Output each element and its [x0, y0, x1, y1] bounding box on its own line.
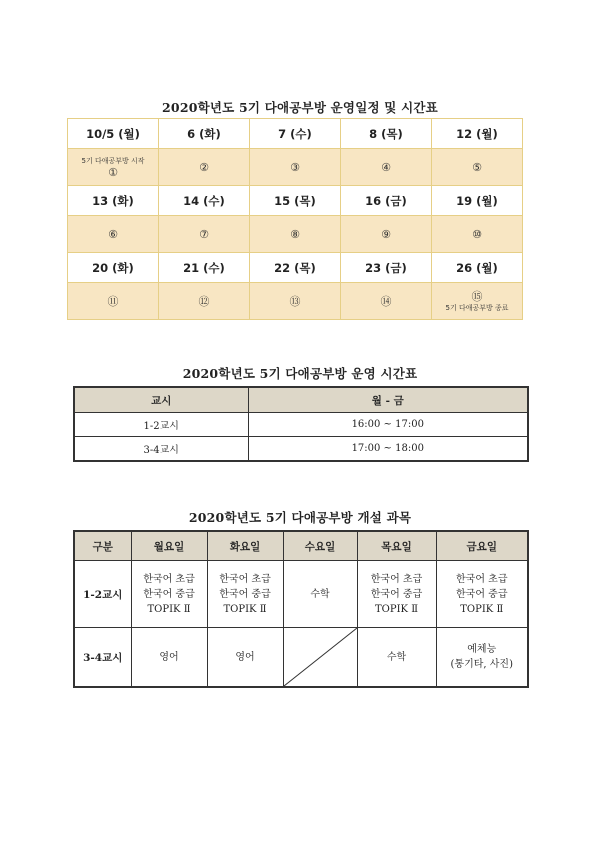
schedule-row — [74, 437, 528, 462]
subject-line: 수학 — [310, 588, 330, 600]
subjects-header-wednesday: 수요일 — [283, 531, 357, 561]
calendar-session-cell — [159, 216, 250, 253]
subject-line: 한국어 초급 — [370, 573, 423, 585]
session-number: ③ — [290, 160, 300, 174]
calendar-date-cell: 12 (월) — [432, 119, 523, 149]
subjects-cell-wed — [283, 561, 357, 628]
session-note: 5기 다애공부방 종료 — [445, 303, 509, 312]
diagonal-strike — [284, 628, 357, 686]
session-number: ⑬ — [289, 294, 301, 308]
calendar-date-cell: 23 (금) — [341, 253, 432, 283]
calendar-date-cell: 19 (월) — [432, 186, 523, 216]
subject-line: 한국어 중급 — [370, 588, 423, 600]
calendar-date-cell: 7 (수) — [250, 119, 341, 149]
calendar-session-cell — [341, 216, 432, 253]
calendar-session-row — [68, 283, 523, 320]
subjects-row-period-3-4 — [74, 628, 528, 688]
subject-line: TOPIK Ⅱ — [460, 603, 504, 615]
schedule-period: 3-4교시 — [74, 437, 248, 462]
session-number: ⑧ — [290, 227, 300, 241]
session-note: 5기 다애공부방 시작 — [81, 156, 145, 165]
subjects-cell-tue — [207, 628, 283, 688]
subjects-header-tuesday: 화요일 — [207, 531, 283, 561]
calendar-title: 2020학년도 5기 다애공부방 운영일정 및 시간표 — [162, 100, 438, 115]
subjects-cell-mon — [131, 628, 207, 688]
calendar-session-cell — [250, 216, 341, 253]
subject-line: 한국어 중급 — [219, 588, 271, 600]
schedule-header-period: 교시 — [74, 387, 248, 413]
subject-line: 예체능 — [467, 644, 497, 655]
subject-line: TOPIK Ⅱ — [147, 603, 191, 615]
calendar-session-cell — [159, 149, 250, 186]
calendar-date-cell: 10/5 (월) — [68, 119, 159, 149]
subject-line: TOPIK Ⅱ — [375, 603, 418, 615]
session-number: ⑤ — [472, 160, 482, 174]
session-number: ⑭ — [380, 294, 392, 308]
subjects-cell-thu — [357, 628, 436, 688]
schedule-title: 2020학년도 5기 다애공부방 운영 시간표 — [182, 366, 418, 381]
calendar-session-cell — [432, 283, 523, 320]
calendar-session-row — [68, 149, 523, 186]
subject-line: 영어 — [235, 651, 255, 663]
schedule-period: 1-2교시 — [74, 413, 248, 437]
subject-line: 수학 — [386, 651, 407, 663]
calendar-session-row — [68, 216, 523, 253]
calendar-date-row — [68, 119, 523, 149]
session-number: ⑫ — [198, 294, 210, 308]
schedule-time: 17:00 ~ 18:00 — [248, 437, 528, 462]
subjects-cell-wed-empty — [283, 628, 357, 688]
subjects-cell-mon — [131, 561, 207, 628]
calendar-session-cell — [250, 283, 341, 320]
session-number: ④ — [381, 160, 391, 174]
subject-line: 한국어 초급 — [456, 573, 508, 585]
session-number: ⑩ — [472, 227, 482, 241]
session-number: ⑦ — [199, 227, 209, 241]
calendar-date-cell: 8 (목) — [341, 119, 432, 149]
subjects-header-friday: 금요일 — [436, 531, 528, 561]
calendar-session-cell — [341, 283, 432, 320]
calendar-date-row — [68, 186, 523, 216]
calendar-date-cell: 6 (화) — [159, 119, 250, 149]
subjects-header-thursday: 목요일 — [357, 531, 436, 561]
schedule-time: 16:00 ~ 17:00 — [248, 413, 528, 437]
subject-line: 한국어 중급 — [456, 588, 508, 600]
session-number: ⑮ — [471, 289, 483, 303]
subjects-cell-fri — [436, 561, 528, 628]
calendar-date-cell: 13 (화) — [68, 186, 159, 216]
subject-line: 한국어 중급 — [143, 588, 195, 600]
subject-line: 한국어 초급 — [219, 573, 271, 585]
subjects-row-label: 3-4교시 — [74, 628, 131, 688]
subject-line: TOPIK Ⅱ — [223, 603, 267, 615]
schedule-header-row — [74, 387, 528, 413]
session-number: ⑨ — [381, 227, 391, 241]
calendar-date-cell: 26 (월) — [432, 253, 523, 283]
session-number: ⑪ — [107, 294, 119, 308]
calendar-session-cell — [432, 216, 523, 253]
calendar-date-cell: 20 (화) — [68, 253, 159, 283]
calendar-session-cell — [341, 149, 432, 186]
subjects-row-label: 1-2교시 — [74, 561, 131, 628]
calendar-session-cell — [250, 149, 341, 186]
calendar-date-cell: 14 (수) — [159, 186, 250, 216]
schedule-header-days: 월 - 금 — [248, 387, 528, 413]
calendar-date-cell: 22 (목) — [250, 253, 341, 283]
subjects-header-row — [74, 531, 528, 561]
session-number: ② — [199, 160, 209, 174]
calendar-date-cell: 21 (수) — [159, 253, 250, 283]
calendar-date-cell: 15 (목) — [250, 186, 341, 216]
subject-line: 한국어 초급 — [143, 573, 195, 585]
subjects-title: 2020학년도 5기 다애공부방 개설 과목 — [188, 510, 412, 525]
subjects-header-monday: 월요일 — [131, 531, 207, 561]
calendar-session-cell — [159, 283, 250, 320]
subjects-cell-thu — [357, 561, 436, 628]
schedule-row — [74, 413, 528, 437]
calendar-session-cell — [68, 283, 159, 320]
subjects-header-category: 구분 — [74, 531, 131, 561]
subject-line: 영어 — [159, 651, 179, 663]
calendar-session-cell — [432, 149, 523, 186]
subjects-cell-tue — [207, 561, 283, 628]
subject-line: (통기타, 사진) — [450, 659, 513, 670]
schedule-table — [73, 386, 529, 462]
calendar-table — [67, 118, 523, 320]
subjects-cell-fri — [436, 628, 528, 688]
calendar-date-cell: 16 (금) — [341, 186, 432, 216]
calendar-session-cell — [68, 216, 159, 253]
subjects-table — [73, 530, 529, 688]
session-number: ① — [108, 165, 118, 179]
calendar-session-cell — [68, 149, 159, 186]
subjects-row-period-1-2 — [74, 561, 528, 628]
session-number: ⑥ — [108, 227, 118, 241]
calendar-date-row — [68, 253, 523, 283]
